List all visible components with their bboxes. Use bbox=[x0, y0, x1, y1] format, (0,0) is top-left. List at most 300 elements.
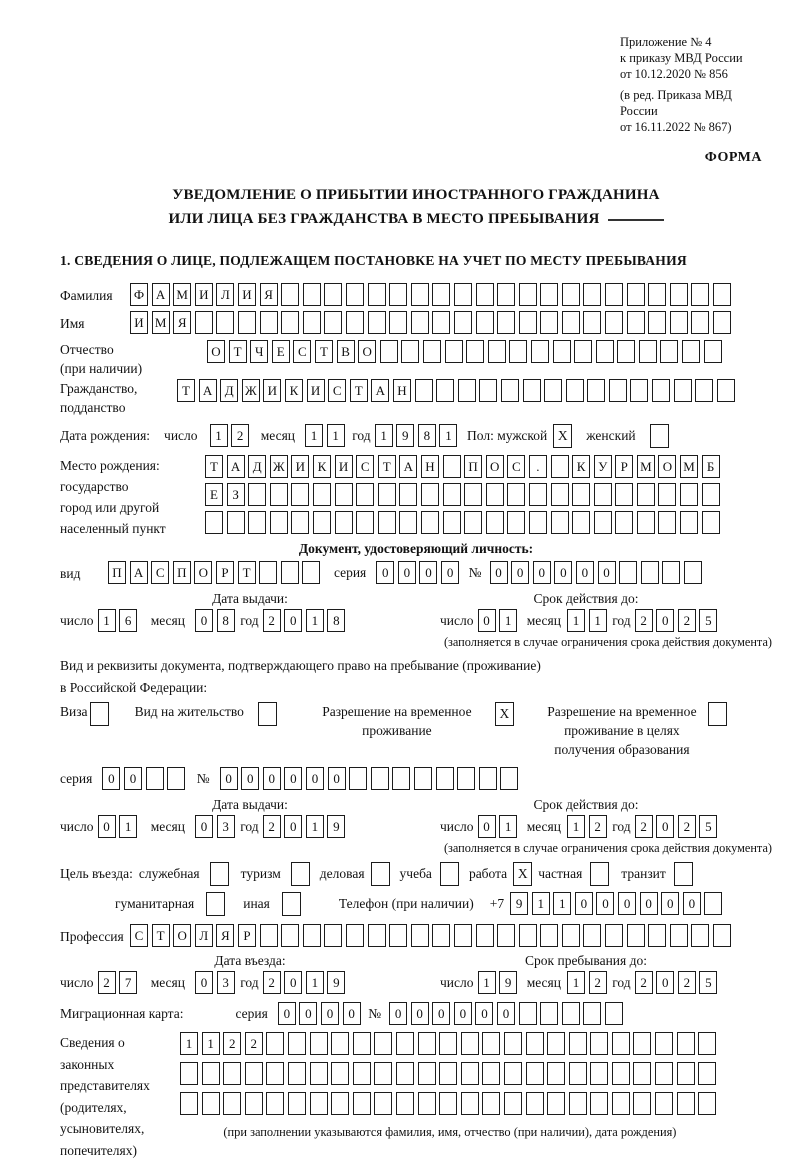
char-cell[interactable] bbox=[180, 1092, 198, 1115]
char-cell[interactable]: 2 bbox=[263, 971, 281, 994]
char-cell[interactable] bbox=[684, 561, 702, 584]
residence-permit-checkbox[interactable] bbox=[258, 702, 277, 726]
char-cell[interactable] bbox=[583, 283, 601, 306]
char-cell[interactable]: 0 bbox=[441, 561, 459, 584]
char-cell[interactable]: 0 bbox=[220, 767, 238, 790]
char-cell[interactable] bbox=[540, 924, 558, 947]
char-cell[interactable] bbox=[346, 311, 364, 334]
citizenship-cells[interactable] bbox=[177, 379, 738, 402]
char-cell[interactable] bbox=[313, 483, 331, 506]
char-cell[interactable]: И bbox=[307, 379, 325, 402]
char-cell[interactable]: 9 bbox=[510, 892, 528, 915]
char-cell[interactable] bbox=[282, 892, 301, 916]
char-cell[interactable]: 8 bbox=[327, 609, 345, 632]
char-cell[interactable]: 0 bbox=[195, 609, 213, 632]
char-cell[interactable] bbox=[594, 483, 612, 506]
char-cell[interactable] bbox=[482, 1062, 500, 1085]
char-cell[interactable]: 3 bbox=[217, 971, 235, 994]
char-cell[interactable]: Б bbox=[702, 455, 720, 478]
visa-checkbox[interactable] bbox=[90, 702, 109, 726]
char-cell[interactable]: К bbox=[313, 455, 331, 478]
char-cell[interactable]: Т bbox=[238, 561, 256, 584]
issue1-month-cells[interactable] bbox=[195, 609, 238, 632]
char-cell[interactable] bbox=[411, 924, 429, 947]
char-cell[interactable] bbox=[509, 340, 527, 363]
char-cell[interactable]: А bbox=[371, 379, 389, 402]
char-cell[interactable]: 0 bbox=[419, 561, 437, 584]
purpose-business-checkbox[interactable] bbox=[371, 862, 390, 886]
char-cell[interactable]: С bbox=[130, 924, 148, 947]
char-cell[interactable]: Д bbox=[220, 379, 238, 402]
char-cell[interactable]: 1 bbox=[532, 892, 550, 915]
sex-female-checkbox[interactable] bbox=[650, 424, 669, 448]
char-cell[interactable] bbox=[708, 702, 727, 726]
char-cell[interactable] bbox=[650, 424, 669, 448]
char-cell[interactable]: О bbox=[194, 561, 212, 584]
char-cell[interactable] bbox=[551, 483, 569, 506]
char-cell[interactable] bbox=[399, 483, 417, 506]
char-cell[interactable] bbox=[605, 924, 623, 947]
char-cell[interactable] bbox=[401, 340, 419, 363]
char-cell[interactable] bbox=[180, 1062, 198, 1085]
char-cell[interactable] bbox=[324, 283, 342, 306]
purpose-private-checkbox[interactable] bbox=[590, 862, 609, 886]
char-cell[interactable] bbox=[486, 483, 504, 506]
char-cell[interactable] bbox=[633, 1062, 651, 1085]
char-cell[interactable]: 0 bbox=[284, 767, 302, 790]
char-cell[interactable]: К bbox=[285, 379, 303, 402]
char-cell[interactable] bbox=[627, 311, 645, 334]
purpose-tourism-checkbox[interactable] bbox=[291, 862, 310, 886]
char-cell[interactable] bbox=[605, 1002, 623, 1025]
doc-kind-cells[interactable] bbox=[108, 561, 324, 584]
char-cell[interactable] bbox=[630, 379, 648, 402]
char-cell[interactable]: Н bbox=[393, 379, 411, 402]
char-cell[interactable]: 2 bbox=[589, 815, 607, 838]
char-cell[interactable] bbox=[627, 283, 645, 306]
char-cell[interactable]: 1 bbox=[567, 971, 585, 994]
char-cell[interactable]: Е bbox=[205, 483, 223, 506]
char-cell[interactable] bbox=[281, 924, 299, 947]
char-cell[interactable] bbox=[439, 1062, 457, 1085]
char-cell[interactable] bbox=[281, 283, 299, 306]
char-cell[interactable] bbox=[531, 340, 549, 363]
char-cell[interactable]: Р bbox=[615, 455, 633, 478]
char-cell[interactable]: 1 bbox=[478, 971, 496, 994]
char-cell[interactable] bbox=[633, 1032, 651, 1055]
birth-month-cells[interactable] bbox=[305, 424, 348, 447]
char-cell[interactable] bbox=[464, 511, 482, 534]
char-cell[interactable]: 0 bbox=[490, 561, 508, 584]
char-cell[interactable]: 3 bbox=[217, 815, 235, 838]
char-cell[interactable] bbox=[411, 311, 429, 334]
char-cell[interactable] bbox=[500, 767, 518, 790]
char-cell[interactable]: 0 bbox=[263, 767, 281, 790]
char-cell[interactable]: И bbox=[263, 379, 281, 402]
char-cell[interactable] bbox=[443, 483, 461, 506]
char-cell[interactable]: Р bbox=[216, 561, 234, 584]
doc-series-cells[interactable] bbox=[376, 561, 462, 584]
char-cell[interactable] bbox=[349, 767, 367, 790]
char-cell[interactable] bbox=[270, 511, 288, 534]
char-cell[interactable]: 0 bbox=[454, 1002, 472, 1025]
temp-residence-edu-checkbox[interactable] bbox=[708, 702, 727, 726]
char-cell[interactable]: 0 bbox=[343, 1002, 361, 1025]
char-cell[interactable] bbox=[146, 767, 164, 790]
char-cell[interactable]: 5 bbox=[699, 609, 717, 632]
char-cell[interactable] bbox=[368, 924, 386, 947]
name-cells[interactable] bbox=[130, 311, 735, 334]
char-cell[interactable]: И bbox=[130, 311, 148, 334]
char-cell[interactable] bbox=[411, 283, 429, 306]
char-cell[interactable] bbox=[704, 892, 722, 915]
char-cell[interactable] bbox=[291, 511, 309, 534]
char-cell[interactable] bbox=[569, 1032, 587, 1055]
char-cell[interactable]: 2 bbox=[635, 815, 653, 838]
char-cell[interactable] bbox=[210, 862, 229, 886]
char-cell[interactable] bbox=[713, 311, 731, 334]
char-cell[interactable] bbox=[655, 1092, 673, 1115]
char-cell[interactable]: Л bbox=[216, 283, 234, 306]
char-cell[interactable]: И bbox=[291, 455, 309, 478]
profession-cells[interactable] bbox=[130, 924, 735, 947]
char-cell[interactable]: 0 bbox=[656, 815, 674, 838]
valid1-year-cells[interactable] bbox=[635, 609, 721, 632]
char-cell[interactable]: 9 bbox=[327, 815, 345, 838]
char-cell[interactable]: 0 bbox=[640, 892, 658, 915]
representatives-cells-row1[interactable] bbox=[180, 1032, 720, 1055]
char-cell[interactable]: В bbox=[337, 340, 355, 363]
char-cell[interactable]: 1 bbox=[180, 1032, 198, 1055]
char-cell[interactable] bbox=[504, 1092, 522, 1115]
char-cell[interactable] bbox=[529, 483, 547, 506]
char-cell[interactable] bbox=[507, 511, 525, 534]
char-cell[interactable] bbox=[682, 340, 700, 363]
char-cell[interactable]: 2 bbox=[635, 609, 653, 632]
char-cell[interactable]: К bbox=[572, 455, 590, 478]
char-cell[interactable] bbox=[313, 511, 331, 534]
char-cell[interactable]: 0 bbox=[389, 1002, 407, 1025]
char-cell[interactable] bbox=[639, 340, 657, 363]
char-cell[interactable] bbox=[288, 1032, 306, 1055]
char-cell[interactable]: М bbox=[637, 455, 655, 478]
char-cell[interactable]: 5 bbox=[699, 971, 717, 994]
char-cell[interactable]: 0 bbox=[533, 561, 551, 584]
char-cell[interactable] bbox=[389, 924, 407, 947]
char-cell[interactable] bbox=[519, 311, 537, 334]
char-cell[interactable]: 1 bbox=[306, 971, 324, 994]
char-cell[interactable]: Ж bbox=[242, 379, 260, 402]
char-cell[interactable]: 0 bbox=[411, 1002, 429, 1025]
char-cell[interactable] bbox=[392, 767, 410, 790]
char-cell[interactable] bbox=[605, 311, 623, 334]
char-cell[interactable] bbox=[227, 511, 245, 534]
char-cell[interactable] bbox=[288, 1062, 306, 1085]
char-cell[interactable] bbox=[353, 1092, 371, 1115]
char-cell[interactable] bbox=[574, 340, 592, 363]
char-cell[interactable] bbox=[374, 1032, 392, 1055]
char-cell[interactable]: 1 bbox=[553, 892, 571, 915]
char-cell[interactable]: С bbox=[356, 455, 374, 478]
char-cell[interactable] bbox=[374, 1092, 392, 1115]
char-cell[interactable]: 1 bbox=[567, 815, 585, 838]
char-cell[interactable]: Н bbox=[421, 455, 439, 478]
char-cell[interactable] bbox=[648, 283, 666, 306]
char-cell[interactable] bbox=[658, 483, 676, 506]
char-cell[interactable] bbox=[259, 561, 277, 584]
issue2-day-cells[interactable] bbox=[98, 815, 141, 838]
char-cell[interactable] bbox=[479, 767, 497, 790]
char-cell[interactable] bbox=[331, 1032, 349, 1055]
valid1-day-cells[interactable] bbox=[478, 609, 521, 632]
char-cell[interactable]: 1 bbox=[98, 609, 116, 632]
char-cell[interactable] bbox=[660, 340, 678, 363]
char-cell[interactable]: . bbox=[529, 455, 547, 478]
char-cell[interactable] bbox=[454, 311, 472, 334]
char-cell[interactable] bbox=[648, 924, 666, 947]
char-cell[interactable]: О bbox=[486, 455, 504, 478]
char-cell[interactable] bbox=[662, 561, 680, 584]
char-cell[interactable] bbox=[590, 1032, 608, 1055]
char-cell[interactable] bbox=[698, 1032, 716, 1055]
representatives-cells-row2[interactable] bbox=[180, 1062, 720, 1085]
char-cell[interactable] bbox=[482, 1032, 500, 1055]
valid2-day-cells[interactable] bbox=[478, 815, 521, 838]
char-cell[interactable] bbox=[497, 311, 515, 334]
doc-number-cells[interactable] bbox=[490, 561, 706, 584]
char-cell[interactable] bbox=[288, 1092, 306, 1115]
char-cell[interactable] bbox=[658, 511, 676, 534]
char-cell[interactable] bbox=[583, 924, 601, 947]
char-cell[interactable]: Ж bbox=[270, 455, 288, 478]
char-cell[interactable] bbox=[655, 1032, 673, 1055]
char-cell[interactable]: Ф bbox=[130, 283, 148, 306]
char-cell[interactable] bbox=[627, 924, 645, 947]
char-cell[interactable]: 0 bbox=[432, 1002, 450, 1025]
char-cell[interactable]: 2 bbox=[98, 971, 116, 994]
char-cell[interactable] bbox=[488, 340, 506, 363]
issue1-year-cells[interactable] bbox=[263, 609, 349, 632]
char-cell[interactable]: А bbox=[227, 455, 245, 478]
char-cell[interactable]: С bbox=[293, 340, 311, 363]
char-cell[interactable]: 2 bbox=[678, 609, 696, 632]
char-cell[interactable]: Т bbox=[350, 379, 368, 402]
char-cell[interactable]: X bbox=[495, 702, 514, 726]
char-cell[interactable] bbox=[641, 561, 659, 584]
stay-year-cells[interactable] bbox=[635, 971, 721, 994]
char-cell[interactable]: Т bbox=[177, 379, 195, 402]
char-cell[interactable] bbox=[396, 1032, 414, 1055]
char-cell[interactable]: 0 bbox=[656, 609, 674, 632]
char-cell[interactable] bbox=[670, 924, 688, 947]
char-cell[interactable]: А bbox=[399, 455, 417, 478]
char-cell[interactable]: О bbox=[207, 340, 225, 363]
char-cell[interactable] bbox=[245, 1062, 263, 1085]
char-cell[interactable] bbox=[291, 483, 309, 506]
char-cell[interactable]: 0 bbox=[98, 815, 116, 838]
valid1-month-cells[interactable] bbox=[567, 609, 610, 632]
char-cell[interactable]: 1 bbox=[305, 424, 323, 447]
char-cell[interactable]: 0 bbox=[321, 1002, 339, 1025]
char-cell[interactable] bbox=[368, 283, 386, 306]
char-cell[interactable]: 0 bbox=[376, 561, 394, 584]
char-cell[interactable]: 0 bbox=[598, 561, 616, 584]
char-cell[interactable] bbox=[526, 1032, 544, 1055]
char-cell[interactable] bbox=[670, 311, 688, 334]
char-cell[interactable]: 2 bbox=[263, 815, 281, 838]
stay-day-cells[interactable] bbox=[478, 971, 521, 994]
char-cell[interactable] bbox=[637, 483, 655, 506]
char-cell[interactable] bbox=[353, 1062, 371, 1085]
char-cell[interactable] bbox=[440, 862, 459, 886]
char-cell[interactable] bbox=[418, 1062, 436, 1085]
char-cell[interactable]: О bbox=[358, 340, 376, 363]
char-cell[interactable] bbox=[547, 1032, 565, 1055]
char-cell[interactable] bbox=[260, 311, 278, 334]
char-cell[interactable] bbox=[704, 340, 722, 363]
char-cell[interactable] bbox=[691, 924, 709, 947]
char-cell[interactable]: Я bbox=[260, 283, 278, 306]
char-cell[interactable] bbox=[680, 483, 698, 506]
char-cell[interactable] bbox=[399, 511, 417, 534]
char-cell[interactable] bbox=[526, 1062, 544, 1085]
char-cell[interactable] bbox=[167, 767, 185, 790]
char-cell[interactable] bbox=[596, 340, 614, 363]
char-cell[interactable]: 6 bbox=[119, 609, 137, 632]
char-cell[interactable]: П bbox=[108, 561, 126, 584]
char-cell[interactable] bbox=[572, 511, 590, 534]
char-cell[interactable]: 0 bbox=[596, 892, 614, 915]
char-cell[interactable] bbox=[421, 511, 439, 534]
residence-series-cells[interactable] bbox=[102, 767, 188, 790]
char-cell[interactable]: Т bbox=[315, 340, 333, 363]
char-cell[interactable] bbox=[540, 1002, 558, 1025]
birth-place-cells-row1[interactable] bbox=[205, 455, 723, 478]
char-cell[interactable]: 0 bbox=[398, 561, 416, 584]
char-cell[interactable] bbox=[504, 1062, 522, 1085]
char-cell[interactable] bbox=[310, 1032, 328, 1055]
char-cell[interactable]: 0 bbox=[576, 561, 594, 584]
char-cell[interactable] bbox=[248, 483, 266, 506]
char-cell[interactable] bbox=[612, 1032, 630, 1055]
char-cell[interactable]: М bbox=[173, 283, 191, 306]
char-cell[interactable] bbox=[454, 924, 472, 947]
char-cell[interactable]: Т bbox=[229, 340, 247, 363]
char-cell[interactable] bbox=[583, 311, 601, 334]
char-cell[interactable]: 1 bbox=[589, 609, 607, 632]
char-cell[interactable] bbox=[457, 767, 475, 790]
char-cell[interactable]: 1 bbox=[375, 424, 393, 447]
char-cell[interactable] bbox=[356, 511, 374, 534]
representatives-cells-row3[interactable] bbox=[180, 1092, 720, 1115]
char-cell[interactable]: 7 bbox=[119, 971, 137, 994]
char-cell[interactable]: 2 bbox=[231, 424, 249, 447]
char-cell[interactable] bbox=[414, 767, 432, 790]
char-cell[interactable]: З bbox=[227, 483, 245, 506]
valid2-year-cells[interactable] bbox=[635, 815, 721, 838]
char-cell[interactable] bbox=[615, 483, 633, 506]
char-cell[interactable] bbox=[331, 1092, 349, 1115]
char-cell[interactable] bbox=[553, 340, 571, 363]
char-cell[interactable] bbox=[202, 1062, 220, 1085]
char-cell[interactable] bbox=[551, 511, 569, 534]
char-cell[interactable]: 1 bbox=[439, 424, 457, 447]
char-cell[interactable]: 0 bbox=[241, 767, 259, 790]
purpose-humanitarian-checkbox[interactable] bbox=[206, 892, 225, 916]
char-cell[interactable] bbox=[303, 311, 321, 334]
char-cell[interactable] bbox=[677, 1032, 695, 1055]
migration-number-cells[interactable] bbox=[389, 1002, 627, 1025]
char-cell[interactable] bbox=[713, 283, 731, 306]
char-cell[interactable] bbox=[587, 379, 605, 402]
birth-year-cells[interactable] bbox=[375, 424, 461, 447]
char-cell[interactable]: И bbox=[195, 283, 213, 306]
char-cell[interactable]: 0 bbox=[475, 1002, 493, 1025]
char-cell[interactable] bbox=[670, 283, 688, 306]
char-cell[interactable]: 0 bbox=[497, 1002, 515, 1025]
char-cell[interactable]: 1 bbox=[499, 609, 517, 632]
char-cell[interactable]: 1 bbox=[210, 424, 228, 447]
sex-male-checkbox[interactable] bbox=[553, 424, 572, 448]
char-cell[interactable]: М bbox=[152, 311, 170, 334]
char-cell[interactable] bbox=[371, 767, 389, 790]
char-cell[interactable] bbox=[497, 283, 515, 306]
char-cell[interactable] bbox=[519, 924, 537, 947]
char-cell[interactable] bbox=[717, 379, 735, 402]
char-cell[interactable] bbox=[464, 483, 482, 506]
char-cell[interactable] bbox=[461, 1062, 479, 1085]
char-cell[interactable] bbox=[432, 283, 450, 306]
stay-month-cells[interactable] bbox=[567, 971, 610, 994]
char-cell[interactable] bbox=[223, 1062, 241, 1085]
char-cell[interactable] bbox=[248, 511, 266, 534]
char-cell[interactable] bbox=[529, 511, 547, 534]
char-cell[interactable] bbox=[461, 1092, 479, 1115]
char-cell[interactable] bbox=[439, 1032, 457, 1055]
purpose-transit-checkbox[interactable] bbox=[674, 862, 693, 886]
char-cell[interactable] bbox=[216, 311, 234, 334]
char-cell[interactable]: Р bbox=[238, 924, 256, 947]
char-cell[interactable] bbox=[270, 483, 288, 506]
char-cell[interactable]: 1 bbox=[306, 609, 324, 632]
char-cell[interactable]: М bbox=[680, 455, 698, 478]
char-cell[interactable] bbox=[396, 1062, 414, 1085]
char-cell[interactable]: Е bbox=[272, 340, 290, 363]
purpose-work-checkbox[interactable] bbox=[513, 862, 532, 886]
char-cell[interactable] bbox=[702, 483, 720, 506]
char-cell[interactable] bbox=[324, 311, 342, 334]
char-cell[interactable] bbox=[371, 862, 390, 886]
char-cell[interactable] bbox=[303, 283, 321, 306]
char-cell[interactable] bbox=[260, 924, 278, 947]
char-cell[interactable] bbox=[476, 311, 494, 334]
char-cell[interactable] bbox=[418, 1092, 436, 1115]
char-cell[interactable] bbox=[637, 511, 655, 534]
birth-place-cells-row3[interactable] bbox=[205, 511, 723, 534]
char-cell[interactable] bbox=[432, 311, 450, 334]
char-cell[interactable]: 8 bbox=[217, 609, 235, 632]
char-cell[interactable]: 1 bbox=[202, 1032, 220, 1055]
purpose-other-checkbox[interactable] bbox=[282, 892, 301, 916]
residence-number-cells[interactable] bbox=[220, 767, 522, 790]
temp-residence-checkbox[interactable] bbox=[495, 702, 514, 726]
char-cell[interactable] bbox=[540, 283, 558, 306]
char-cell[interactable] bbox=[195, 311, 213, 334]
birth-day-cells[interactable] bbox=[210, 424, 253, 447]
char-cell[interactable] bbox=[507, 483, 525, 506]
char-cell[interactable]: 1 bbox=[567, 609, 585, 632]
char-cell[interactable]: Т bbox=[205, 455, 223, 478]
